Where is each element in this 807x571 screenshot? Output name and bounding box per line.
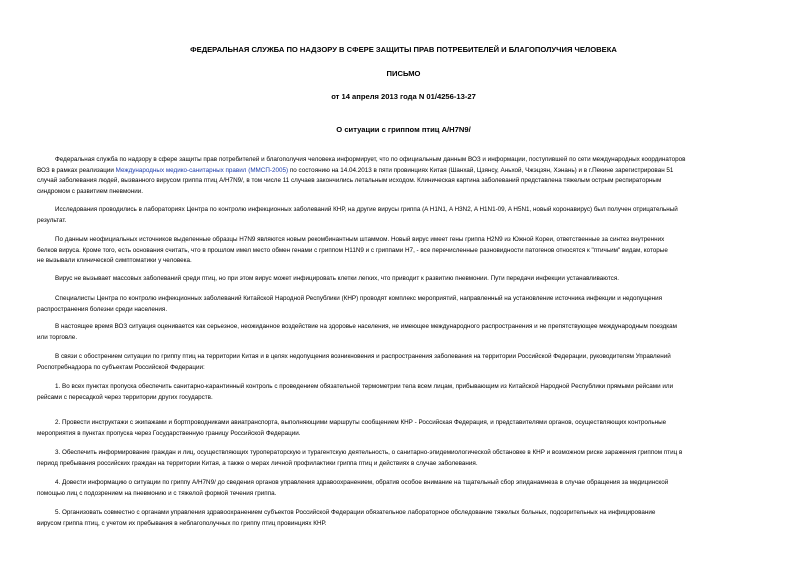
document-date-number: от 14 апреля 2013 года N 01/4256-13-27 [331, 92, 476, 101]
paragraph-line: Исследования проводились в лабораториях Центра по контролю инфекционных заболеваний КНР, на другие вирусы гриппа (A H1N1, A H3N2, A H1N1-09, A H5N1, новый коронавирус) был получен отрицательный [55, 206, 678, 213]
paragraph-line: период пребывания российских граждан на территории Китая, а также о мерах личной профилактики гриппа птиц и действиях в случае заболевания. [37, 459, 478, 467]
list-item-3 [37, 448, 769, 469]
paragraph-line: 3. Обеспечить информирование граждан и лиц, осуществляющих туроператорскую и турагентскую деятельность, о санитарно-эпидемиологической обстановке в КНР и возможном риске заражения гриппом птиц в [55, 449, 683, 456]
paragraph-line: Федеральная служба по надзору в сфере защиты прав потребителей и благополучия человека информирует, что по официальным данным ВОЗ и информации, поступившей по сети международных координаторов [55, 156, 686, 163]
list-item-1 [37, 382, 769, 403]
paragraph-line: 1. Во всех пунктах пропуска обеспечить санитарно-карантинный контроль с проведением обязательной термометрии тела всем лицам, прибывающим из Китайской Народной Республики прямыми рейсами или [55, 383, 674, 390]
paragraph-transmission [37, 274, 769, 285]
paragraph-line: По данным неофициальных источников выделенные образцы H7N9 являются новым рекомбинантным штаммом. Новый вирус имеет гены гриппа H2N9 из Южной Кореи, ответственные за синтез внутренних [55, 236, 665, 243]
paragraph-who-assessment [37, 322, 769, 343]
paragraph-line: 5. Организовать совместно с органами управления здравоохранением субъектов Российской Федерации обязательное лабораторное обследование тяжелых больных, подозрительных на инфицирование [55, 509, 656, 516]
paragraph-line: помощью лиц с подозрением на пневмонию и с тяжелой формой течения гриппа. [37, 489, 277, 497]
paragraph-specialists [37, 294, 769, 315]
paragraph-text: ВОЗ в рамках реализации [37, 166, 116, 174]
paragraph-line: случай заболевания людей, вызванного вирусом гриппа птиц A/H7N9/, в том числе 11 случаев закончились летальным исходом. Клиническая картина заболеваний представлена тяжелым острым респираторным [37, 177, 662, 185]
list-item-2 [37, 418, 769, 439]
paragraph-research [37, 205, 769, 226]
paragraph-text: по состоянию на 14.04.2013 в пяти провинциях Китая (Шанхай, Цзянсу, Аньхой, Чжэцзян, Хэнань) и в г.Пекине зарегистрирован 51 [288, 166, 674, 174]
paragraph-line: синдромом с развитием пневмонии. [37, 187, 144, 195]
list-item-5 [37, 508, 769, 529]
list-item-4 [37, 478, 769, 499]
paragraph-line: не вызывали клинической симптоматики у человека. [37, 257, 192, 265]
document-type-heading: ПИСЬМО [386, 69, 421, 78]
paragraph-line: мероприятия в пунктах пропуска через Государственную границу Российской Федерации. [37, 429, 301, 437]
paragraph-line: Роспотребнадзора по субъектам Российской Федерации: [37, 363, 205, 371]
agency-heading: ФЕДЕРАЛЬНАЯ СЛУЖБА ПО НАДЗОРУ В СФЕРЕ ЗАЩИТЫ ПРАВ ПОТРЕБИТЕЛЕЙ И БЛАГОПОЛУЧИЯ ЧЕЛОВЕКА [190, 45, 617, 54]
paragraph-line: 2. Провести инструктажи с экипажами и бортпроводниками авиатранспорта, выполняющими маршруты сообщением КНР - Российская Федерация, и представителями органов, осуществляющих контрольные [55, 419, 667, 426]
paragraph-situation [37, 155, 769, 197]
ihr-link[interactable]: Международных медико-санитарных правил (ММСП-2005) [115, 166, 289, 174]
paragraph-line: рейсами с пересадкой через территории других государств. [37, 393, 213, 401]
paragraph-line: или торговле. [37, 333, 78, 341]
document-subject: О ситуации с гриппом птиц A/H7N9/ [336, 125, 471, 134]
paragraph-line: белков вируса. Кроме того, есть основания считать, что в прошлом имел место обмен генами с гриппом H11N9 и с гриппами H7, - все перечисленные разновидности патогенов относятся к "птичьим" видам, которые [37, 246, 668, 254]
paragraph-line: В настоящее время ВОЗ ситуация оценивается как серьезное, неожиданное воздействие на здоровье населения, не имеющее международного распространения и не препятствующее международным поездкам [55, 323, 678, 330]
paragraph-strain [37, 235, 769, 267]
paragraph-line: результат. [37, 216, 67, 224]
paragraph-line [37, 166, 769, 177]
paragraph-line: Специалисты Центра по контролю инфекционных заболеваний Китайской Народной Республики (КНР) проводят комплекс мероприятий, направленный на установление источника инфекции и недопущения [55, 295, 663, 302]
paragraph-directive [37, 352, 769, 373]
paragraph-line: 4. Довести информацию о ситуации по гриппу A/H7N9/ до сведения органов управления здравоохранением, обратив особое внимание на тщательный сбор эпиданамнеза в случае обращения за медицинской [55, 479, 669, 486]
paragraph-line: распространения болезни среди населения. [37, 305, 168, 313]
paragraph-line: Вирус не вызывает массовых заболеваний среди птиц, но при этом вирус может инфицировать клетки легких, что приводит к развитию пневмонии. Пути передачи инфекции устанавливаются. [55, 275, 619, 282]
paragraph-line: вирусом гриппа птиц, с учетом их пребывания в неблагополучных по гриппу птиц провинциях КНР. [37, 519, 327, 527]
paragraph-line: В связи с обострением ситуации по гриппу птиц на территории Китая и в целях недопущения возникновения и распространения заболевания на территории Российской Федерации, руководителям Управлений [55, 353, 671, 360]
